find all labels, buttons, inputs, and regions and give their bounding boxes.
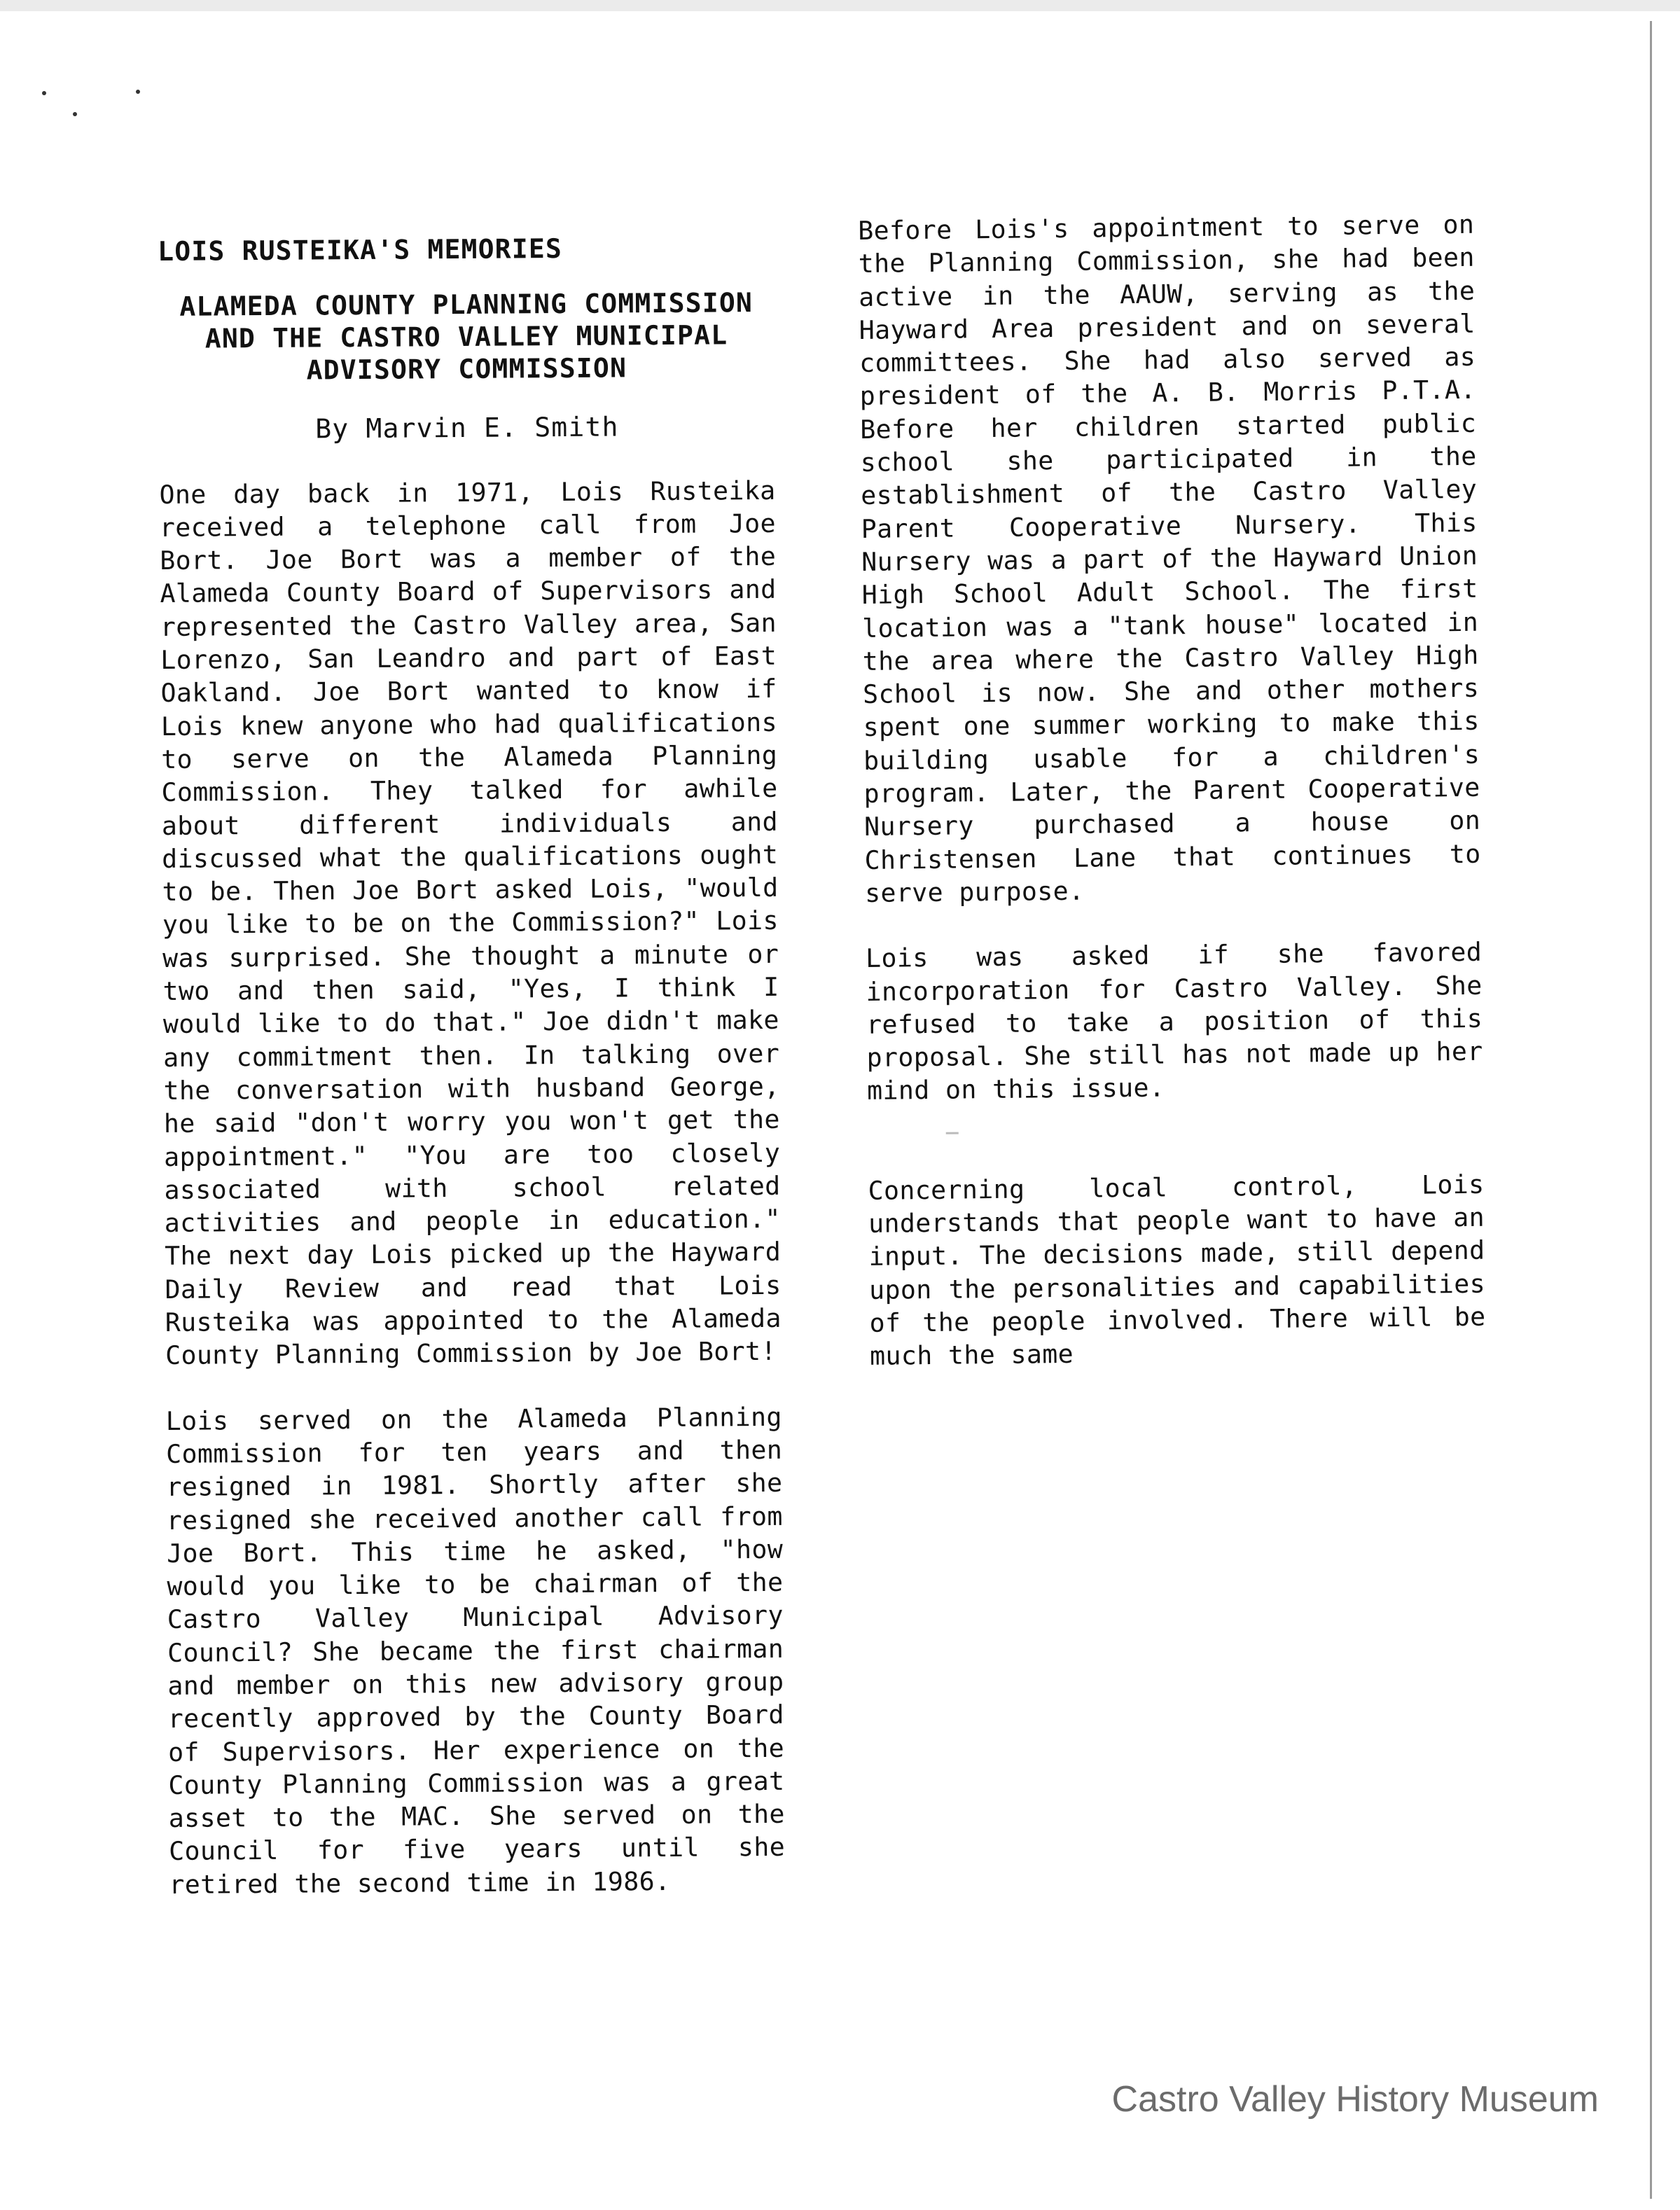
paragraph: Lois was asked if she favored incorporation for Castro Valley. She refused to take a position of this proposal. She still has not made up her mind on this issue. <box>865 936 1483 1106</box>
page-edge-shadow <box>1650 21 1652 2199</box>
watermark: Castro Valley History Museum <box>1111 2079 1599 2120</box>
article-title: LOIS RUSTEIKA'S MEMORIES <box>158 232 563 267</box>
scan-mark <box>946 1132 959 1134</box>
paragraph: Before Lois's appointment to serve on the Planning Commission, she had been active in the AAUW, serving as the Hayward Area president and on several committees. She had also served as president of the A. B. Morris P.T.A. Before her children started public school she participated in the establishment of the Castro Valley Parent Cooperative Nursery. This Nursery was a part of the Hayward Union High School Adult School. The first location was a "tank house" located in the area where the Castro Valley High School is now. She and other mothers spent one summer working to make this building usable for a children's program. Later, the Parent Cooperative Nursery purchased a house on Christensen Lane that continues to serve purpose. <box>858 209 1481 908</box>
scan-top-band <box>0 0 1680 11</box>
scan-speck <box>42 91 46 95</box>
right-column <box>858 208 1487 1405</box>
left-column <box>158 231 786 1933</box>
scan-speck <box>136 90 140 94</box>
paragraph: Concerning local control, Lois understands that people want to have an input. The decisions made, still depend upon the personalities and capabilities of the people involved. There will be much the same <box>868 1169 1486 1372</box>
paragraph: Lois served on the Alameda Planning Commission for ten years and then resigned in 1981. Shortly after she resigned she received another call from Joe Bort. This time he asked, "how would you like to be chairman of the Castro Valley Municipal Advisory Council? She became the first chairman and member on this new advisory group recently approved by the County Board of Supervisors. Her experience on the County Planning Commission was a great asset to the MAC. She served on the Council for five years until she retired the second time in 1986. <box>165 1401 786 1900</box>
article-subtitle: ALAMEDA COUNTY PLANNING COMMISSION AND THE CASTRO VALLEY MUNICIPAL ADVISORY COMMISSION <box>179 287 754 386</box>
scan-speck <box>73 112 77 116</box>
paragraph: One day back in 1971, Lois Rusteika received a telephone call from Joe Bort. Joe Bort was a member of the Alameda County Board of Supervisors and represented the Castro Valley area, San Lorenzo, San Leandro and part of East Oakland. Joe Bort wanted to know if Lois knew anyone who had qualifications to serve on the Alameda Planning Commission. They talked for awhile about different individuals and discussed what the qualifications ought to be. Then Joe Bort asked Lois, "would you like to be on the Commission?" Lois was surprised. She thought a minute or two and then said, "Yes, I think I would like to do that." Joe didn't make any commitment then. In talking over the conversation with husband George, he said "don't worry you won't get the appointment." "You are too closely associated with school related activities and people in education." The next day Lois picked up the Hayward Daily Review and read that Lois Rusteika was appointed to the Alameda County Planning Commission by Joe Bort! <box>159 475 782 1371</box>
article-byline: By Marvin E. Smith <box>315 411 619 445</box>
